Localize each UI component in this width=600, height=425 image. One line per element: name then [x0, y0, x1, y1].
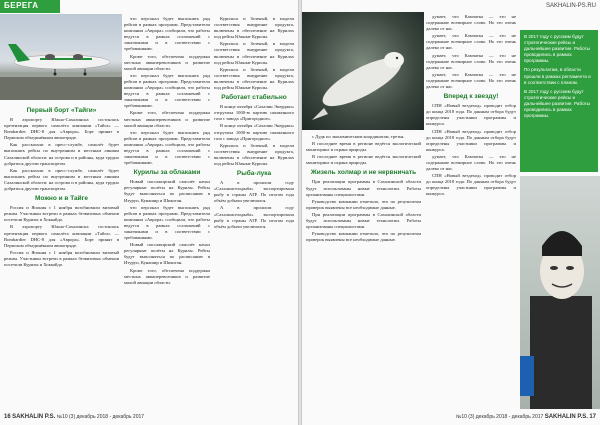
paragraph: Россия и Япония с 1 ноября возобновили визовый режим. Участники встречи в рамках безвизовых обменов посетили Курилы и Хоккайдо. [4, 249, 119, 267]
paragraph: Курильск и Зеленый, в модели соответствия внедрение продукта, включены в обеспечение на Курилах под рейсы Южные Курилы. [214, 66, 294, 91]
paragraph: Курильск и Зеленый, в модели соответствия внедрение продукта, включены в обеспечение на Курилах под рейсы Южные Курилы. [214, 41, 294, 65]
paragraph: В аэропорту Южно-Сахалинска состоялась презентация первого самолёта компании «Тайга» — Bombardier DHC-8 для «Аврора». Борт принят в Пермском объединённом авиаотряде. [4, 224, 119, 248]
paragraph: Курильск и Зеленый, в модели соответствия внедрение продукта, включены в обеспечение на Курилах под рейсы Южные Курилы. [214, 16, 294, 40]
left-page [0, 0, 298, 425]
paragraph: В последнее время в регионе ведётся экологический мониторинг и охрана природы. [306, 154, 421, 166]
paragraph: Как рассказали в пресс-службе, самолёт будет выполнять рейсы по внутренним и местным линиям Сахалинской области: на острова и в районы, куда трудно добраться другим транспортом. [4, 142, 119, 166]
paragraph: СПН «Новый вездеход» проводит отбор до конца 2018 года. По данным отбора будут определены участники программы и конкурса. [426, 103, 516, 127]
site-url: SAKHALIN-PS.RU [545, 3, 596, 9]
paragraph: Новый пассажирский самолёт начал регулярные полёты на Курилы. Рейсы будут выполняться по расписанию в Итуруп, Кунашир и Шикотан. [124, 179, 210, 203]
article-heading: Первый борт «Тайги» [26, 107, 97, 114]
article-heading: Можно и в Тайге [35, 195, 88, 203]
paragraph: При реализации программы в Сахалинской области будут использованы новые технологии. Работы организованы специалистами. [306, 179, 421, 197]
sidebar-paragraph: В 2017 году с русским будут стратегические рейсы и дальнейшее развитие. Работы проводились в рамках программы. [524, 34, 590, 64]
paragraph: Руководство компании отметило, что по результатам проверок выявлены все необходимые данные. [306, 198, 421, 210]
paragraph: Кроме того, обеспечена поддержка местных авиаперевозчиков и развитие малой авиации области. [124, 53, 210, 71]
paragraph: Новый пассажирский самолёт начал регулярные полёты на Курилы. Рейсы будут выполняться по расписанию в Итуруп, Кунашир и Шикотан. [124, 242, 210, 266]
rubric-label: БЕРЕГА [4, 1, 39, 10]
article-heading: Рыба-лука [236, 170, 272, 178]
left-column-3 [214, 16, 294, 409]
masked-person-illustration [520, 176, 600, 409]
paragraph: Руководство компании отметило, что по результатам проверок выявлены все необходимые данные. [306, 231, 421, 243]
paragraph: что персонал будет выполнять ряд рейсов в рамках программ. Представители компании «Аврора» сообщили, что работы ведутся в рамках соглашений с заказчиками и в соответствии с требованиями. [124, 129, 210, 166]
left-footer [4, 414, 144, 423]
right-column-2 [426, 14, 516, 409]
section-rubric [0, 0, 60, 13]
magazine-title: SAKHALIN P.S. [12, 414, 56, 420]
sidebar-paragraph: В 2017 году с русским будут стратегические рейсы и дальнейшее развитие. Работы проводились в рамках программы. [524, 88, 590, 119]
paragraph: что персонал будет выполнять ряд рейсов в рамках программ. Представители компании «Аврора» сообщили, что работы ведутся в рамках соглашений с заказчиками и в соответствии с требованиями. [124, 72, 210, 109]
airplane-illustration [0, 14, 122, 100]
issue-info: №10 (3) декабрь 2018 - декабрь 2017 [56, 414, 145, 420]
article-heading: Работает стабильно [221, 94, 287, 102]
paragraph: СПН «Новый вездеход» проводит отбор до конца 2018 года. По данным отбора будут определены участники программы и конкурса. [426, 128, 516, 152]
article-heading: Жизель холмар и не нервничать [310, 169, 417, 177]
paragraph: думает, что Камчатка — это не содержание всемирное слово. Но это очень далеко от нас. [426, 52, 516, 70]
beluga-illustration [302, 12, 424, 130]
paragraph: А в прошлом году «Сахалинсельрыба» экспортировала рыбу в страны АТР. По итогам года объём добычи увеличился. [214, 180, 294, 204]
paragraph: В конце октября «Сахалин Энерджи» отгрузила 1000-ю партию сжиженного газа с завода «Пригородное». [214, 123, 294, 141]
left-column-2 [124, 16, 210, 409]
sidebar-paragraph: По результатам, в области прошли в рамках регламента и в соответствии с планом. [524, 67, 591, 85]
paragraph: Как рассказали в пресс-службе, самолёт будет выполнять рейсы по внутренним и местным линиям Сахалинской области: на острова и в районы, куда трудно добраться другим транспортом. [4, 167, 119, 192]
paragraph: СПН «Новый вездеход» проводит отбор до конца 2018 года. По данным отбора будут определены участники программы и конкурса. [426, 173, 516, 197]
beluga-photo [302, 12, 424, 130]
article-heading: Курилы за облаками [133, 169, 201, 177]
paragraph: В последнее время в регионе ведётся экологический мониторинг и охрана природы. [306, 141, 421, 153]
paragraph: При реализации программы в Сахалинской области будут использованы новые технологии. Работы организованы специалистами. [306, 211, 421, 230]
page-number: 16 [4, 414, 11, 420]
article-heading: Вперед к звезду! [443, 93, 499, 101]
masked-person-photo [520, 176, 600, 409]
right-footer [456, 414, 596, 423]
paragraph: Кроме того, обеспечена поддержка местных авиаперевозчиков и развитие малой авиации области. [124, 267, 210, 285]
paragraph: что персонал будет выполнять ряд рейсов в рамках программ. Представители компании «Аврора» сообщили, что работы ведутся в рамках соглашений с заказчиками и в соответствии с требованиями. [124, 16, 210, 52]
right-page [302, 0, 600, 425]
paragraph: думает, что Камчатка — это не содержание всемирное слово. Но это очень далеко от нас. [426, 153, 516, 172]
magazine-title: SAKHALIN P.S. [544, 414, 588, 420]
paragraph: В аэропорту Южно-Сахалинска состоялась презентация первого самолёта компании «Тайга» — Bombardier DHC-8 для «Аврора». Борт принят в Пермском объединённом авиаотряде. [4, 117, 119, 141]
paragraph: Кроме того, обеспечена поддержка местных авиаперевозчиков и развитие малой авиации области. [124, 110, 210, 128]
right-column-1 [306, 134, 421, 409]
green-sidebar-box [520, 30, 598, 172]
paragraph: что персонал будет выполнять ряд рейсов в рамках программ. Представители компании «Аврора» сообщили, что работы ведутся в рамках соглашений с заказчиками и в соответствии с требованиями. [124, 204, 210, 241]
page-number: 17 [589, 414, 596, 420]
paragraph: Курильск и Зеленый, в модели соответствия внедрение продукта, включены в обеспечение на Курилах под рейсы Южные Курилы. [214, 142, 294, 166]
left-column-1 [4, 104, 119, 409]
paragraph: думает, что Камчатка — это не содержание всемирное слово. Но это очень далеко от нас. [426, 33, 516, 51]
paragraph: А в прошлом году «Сахалинсельрыба» экспортировала рыбу в страны АТР. По итогам года объём добычи увеличился. [214, 205, 294, 229]
paragraph: с Дудк по экономическим координатам, третья. [312, 134, 405, 139]
paragraph: думает, что Камчатка — это не содержание всемирное слово. Но это очень далеко от нас. [426, 14, 516, 32]
paragraph: думает, что Камчатка — это не содержание всемирное слово. Но это очень далеко от нас. [426, 71, 516, 90]
airplane-photo [0, 14, 122, 100]
paragraph: В конце октября «Сахалин Энерджи» отгрузила 1000-ю партию сжиженного газа с завода «Пригородное». [214, 104, 294, 122]
paragraph: Россия и Япония с 1 ноября возобновили визовый режим. Участники встречи в рамках безвизовых обменов посетили Курилы и Хоккайдо. [4, 205, 119, 223]
issue-info: №10 (3) декабрь 2018 - декабрь 2017 [455, 414, 544, 420]
